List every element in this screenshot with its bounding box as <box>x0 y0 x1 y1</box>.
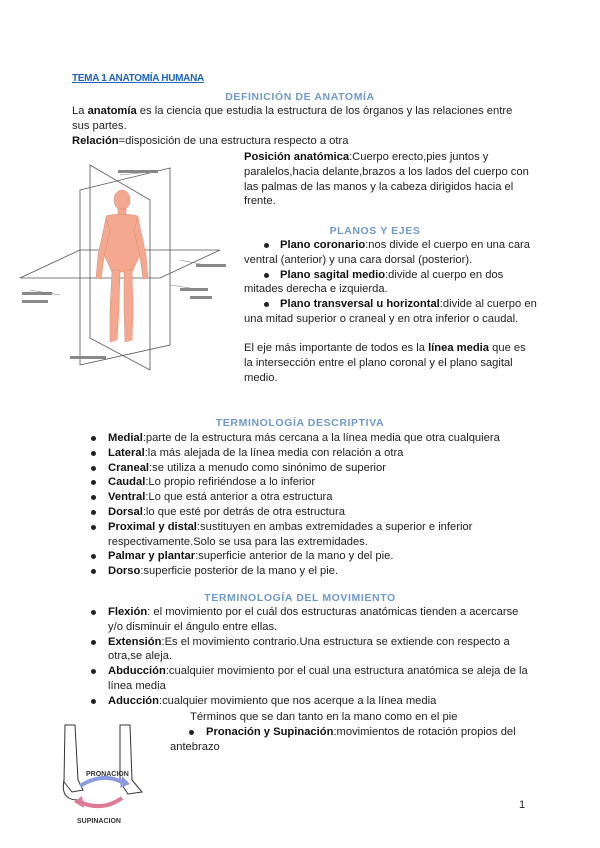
anatomical-planes-figure <box>20 160 240 375</box>
list-item: Flexión: el movimiento por el cuál dos estructuras anatómicas tienden a acercarse y/o disminuir el ángulo entre ellas. <box>72 605 532 635</box>
list-item: Dorso:superficie posterior de la mano y el pie. <box>72 564 532 579</box>
list-item: Dorsal:lo que esté por detrás de otra estructura <box>72 505 532 520</box>
list-item: Caudal:Lo propio refiriéndose a lo inferior <box>72 475 532 490</box>
section-heading-terminologia: TERMINOLOGÍA DESCRIPTIVA <box>215 417 385 429</box>
eje-linea-media: El eje más importante de todos es la línea media que es la intersección entre el plano coronal y el plano sagital medio. <box>244 342 526 384</box>
list-item: Plano transversal u horizontal:divide al cuerpo en una mitad superior o craneal y en otra inferior o caudal. <box>244 297 540 327</box>
page-number: 1 <box>519 799 526 811</box>
mano-note: Términos que se dan tanto en la mano como en el pie <box>190 711 458 723</box>
anatomia-definition: La anatomía es la ciencia que estudia la estructura de los órganos y las relaciones entre sus partes. <box>72 105 513 132</box>
descriptiva-list <box>72 431 532 579</box>
list-item: Pronación y Supinación:movimientos de rotación propios del antebrazo <box>170 725 530 755</box>
term-posicion-anatomica: Posición anatómica <box>244 151 350 163</box>
section-heading-definicion: DEFINICIÓN DE ANATOMÍA <box>225 91 375 103</box>
list-item: Proximal y distal:sustituyen en ambas extremidades a superior e inferior respectivamente.Solo se usa para las extremidades. <box>72 520 532 550</box>
list-item: Palmar y plantar:superficie anterior de la mano y del pie. <box>72 549 532 564</box>
pronacion-list <box>170 725 530 755</box>
planos-list <box>244 238 540 327</box>
section-heading-movimiento: TERMINOLOGÍA DEL MOVIMIENTO <box>204 592 396 604</box>
section-heading-planos: PLANOS Y EJES <box>329 225 421 237</box>
term-anatomia: anatomía <box>87 105 137 117</box>
topic-title: TEMA 1 ANATOMÍA HUMANA <box>72 73 204 84</box>
term-relacion: Relación <box>72 135 119 147</box>
relacion-definition: Relación=disposición de una estructura respecto a otra <box>72 135 349 147</box>
list-item: Medial:parte de la estructura más cercana a la línea media que otra cualquiera <box>72 431 532 446</box>
list-item: Craneal:se utiliza a menudo como sinónimo de superior <box>72 461 532 476</box>
list-item: Abducción:cualquier movimiento por el cual una estructura anatómica se aleja de la línea media <box>72 664 532 694</box>
list-item: Plano coronario:nos divide el cuerpo en una cara ventral (anterior) y una cara dorsal (posterior). <box>244 238 540 268</box>
list-item: Aducción:cualquier movimiento que nos acerque a la línea media <box>72 694 532 709</box>
label-pronacion: PRONACION <box>86 771 129 778</box>
human-body <box>96 190 148 342</box>
list-item: Lateral:la más alejada de la línea media con relación a otra <box>72 446 532 461</box>
label-supinacion: SUPINACION <box>77 818 121 825</box>
forearm-left <box>64 725 83 792</box>
supinacion-arrow <box>80 798 122 806</box>
posicion-anatomica: Posición anatómica:Cuerpo erecto,pies juntos y paralelos,hacia delante,brazos a los lados del cuerpo con las palmas de las manos y la cabeza dirigidos hacia el frente. <box>244 151 529 208</box>
term-linea-media: línea media <box>428 342 490 354</box>
list-item: Extensión:Es el movimiento contrario.Una estructura se extiende con respecto a otra,se aleja. <box>72 635 532 665</box>
movimiento-list <box>72 605 532 709</box>
list-item: Ventral:Lo que está anterior a otra estructura <box>72 490 532 505</box>
list-item: Plano sagital medio:divide al cuerpo en dos mitades derecha e izquierda. <box>244 268 540 298</box>
